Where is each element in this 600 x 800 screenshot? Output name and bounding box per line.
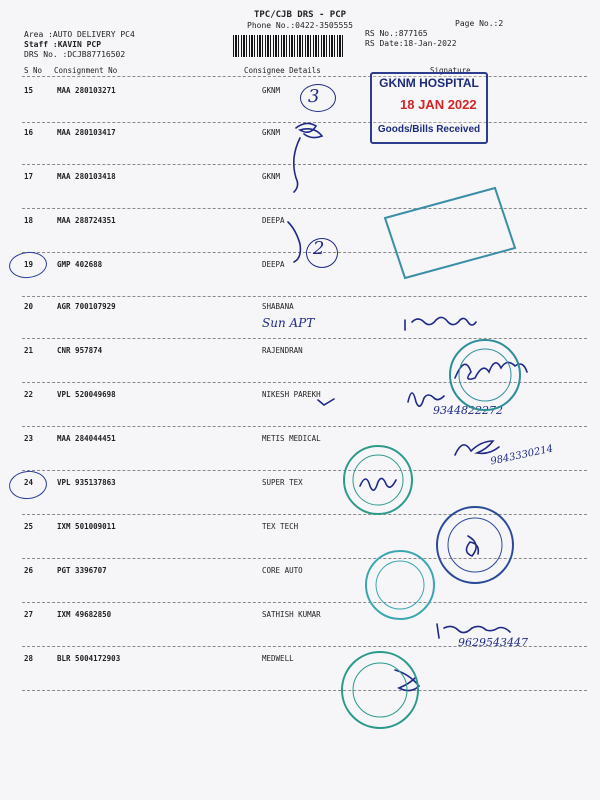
row-consignment: IXM 49682850 xyxy=(57,610,112,619)
column-header-consignee: Consignee Details xyxy=(244,66,321,75)
row-consignee: TEX TECH xyxy=(262,522,299,531)
row-consignment: GMP 402688 xyxy=(57,260,103,269)
row-divider xyxy=(22,164,587,165)
row-sno: 27 xyxy=(24,610,34,619)
row-consignee: RAJENDRAN xyxy=(262,346,303,355)
hand-mark-15: 3 xyxy=(308,86,320,107)
row-sno: 25 xyxy=(24,522,34,531)
row-consignment: CNR 957874 xyxy=(57,346,103,355)
hand-mark-18: 2 xyxy=(313,238,325,259)
rs-number: RS No.:877165 xyxy=(365,29,428,38)
row-consignment: MAA 280103417 xyxy=(57,128,116,137)
seal-stamp-26 xyxy=(366,551,434,619)
area-label: Area :AUTO DELIVERY PC4 xyxy=(24,30,135,39)
signature-scribble-28 xyxy=(395,670,419,691)
row-consignment: BLR 5004172903 xyxy=(57,654,121,663)
signature-scribble-17 xyxy=(294,138,300,192)
signature-scribble-25 xyxy=(466,536,478,556)
row-consignee: GKNM xyxy=(262,86,281,95)
signature-scribble-21 xyxy=(455,362,527,379)
hand-circle-18 xyxy=(306,238,338,268)
hand-phone-23: 9843330214 xyxy=(489,443,555,468)
row-sno: 18 xyxy=(24,216,34,225)
row-sno: 17 xyxy=(24,172,34,181)
stamp-title: GKNM HOSPITAL xyxy=(379,76,479,90)
row-consignment: MAA 280103418 xyxy=(57,172,116,181)
rs-date: RS Date:18-Jan-2022 xyxy=(365,39,457,48)
row-consignment: MAA 284044451 xyxy=(57,434,116,443)
signature-scribble-23 xyxy=(455,441,499,455)
row-consignment: VPL 935137863 xyxy=(57,478,116,487)
seal-stamp-18 xyxy=(385,188,515,278)
row-consignee: GKNM xyxy=(262,172,281,181)
column-header-consignment: Consignment No xyxy=(54,66,118,75)
row-consignee: NIKESH PAREKH xyxy=(262,390,321,399)
row-divider xyxy=(22,382,587,383)
row-divider xyxy=(22,208,587,209)
signature-check-22 xyxy=(318,399,334,405)
barcode xyxy=(233,35,345,57)
document-title: TPC/CJB DRS - PCP xyxy=(253,10,347,20)
row-sno: 15 xyxy=(24,86,34,95)
row-sno: 23 xyxy=(24,434,34,443)
row-consignee: SATHISH KUMAR xyxy=(262,610,321,619)
circle-mark-19 xyxy=(8,250,49,280)
row-divider xyxy=(22,426,587,427)
row-divider xyxy=(22,558,587,559)
row-divider xyxy=(22,122,587,123)
stamp-footer: Goods/Bills Received xyxy=(377,124,481,135)
row-consignment: PGT 3396707 xyxy=(57,566,107,575)
seal-stamp-25 xyxy=(437,507,513,583)
hand-phone-22: 9344822272 xyxy=(433,404,503,417)
received-stamp xyxy=(370,72,488,144)
stamp-date: 18 JAN 2022 xyxy=(400,97,477,112)
row-divider xyxy=(22,470,587,471)
row-sno: 16 xyxy=(24,128,34,137)
seal-stamp-23 xyxy=(344,446,412,514)
column-header-sno: S No xyxy=(24,66,43,75)
row-consignee: SHABANA xyxy=(262,302,294,311)
circle-mark-24 xyxy=(8,469,49,501)
row-divider xyxy=(22,338,587,339)
row-sno: 20 xyxy=(24,302,34,311)
row-sno: 26 xyxy=(24,566,34,575)
row-consignment: IXM 501009011 xyxy=(57,522,116,531)
row-sno: 24 xyxy=(24,478,34,487)
page-number: Page No.:2 xyxy=(455,19,504,28)
signature-scribble-18 xyxy=(288,222,300,262)
row-consignee: SUPER TEX xyxy=(262,478,303,487)
row-sno: 22 xyxy=(24,390,34,399)
row-consignment: AGR 700107929 xyxy=(57,302,116,311)
signature-scribble-24 xyxy=(360,478,396,490)
row-divider xyxy=(22,514,587,515)
header-divider xyxy=(22,76,587,77)
row-consignment: MAA 280103271 xyxy=(57,86,116,95)
row-consignment: VPL 520049698 xyxy=(57,390,116,399)
staff-label: Staff :KAVIN PCP xyxy=(24,40,102,49)
signature-scribble-20 xyxy=(405,317,476,330)
row-consignee: METIS MEDICAL xyxy=(262,434,321,443)
column-header-signature: Signature xyxy=(430,66,471,75)
drs-number: DRS No. :DCJB87716502 xyxy=(24,50,126,59)
row-consignee: GKNM xyxy=(262,128,281,137)
row-divider xyxy=(22,690,587,691)
phone-number: Phone No.:0422-3505555 xyxy=(247,21,353,30)
row-consignee: DEEPA xyxy=(262,260,285,269)
row-consignment: MAA 288724351 xyxy=(57,216,116,225)
hand-phone-27: 9629543447 xyxy=(458,636,528,649)
row-sno: 28 xyxy=(24,654,34,663)
row-consignee: CORE AUTO xyxy=(262,566,303,575)
seal-stamp-21 xyxy=(450,340,520,410)
hand-note-20: Sun APT xyxy=(262,316,315,330)
row-sno: 21 xyxy=(24,346,34,355)
row-divider xyxy=(22,296,587,297)
row-divider xyxy=(22,602,587,603)
signature-scribble-16 xyxy=(296,123,322,137)
row-sno: 19 xyxy=(24,260,34,269)
row-consignee: MEDWELL xyxy=(262,654,294,663)
row-consignee: DEEPA xyxy=(262,216,285,225)
hand-circle-15 xyxy=(300,84,336,112)
row-divider xyxy=(22,252,587,253)
